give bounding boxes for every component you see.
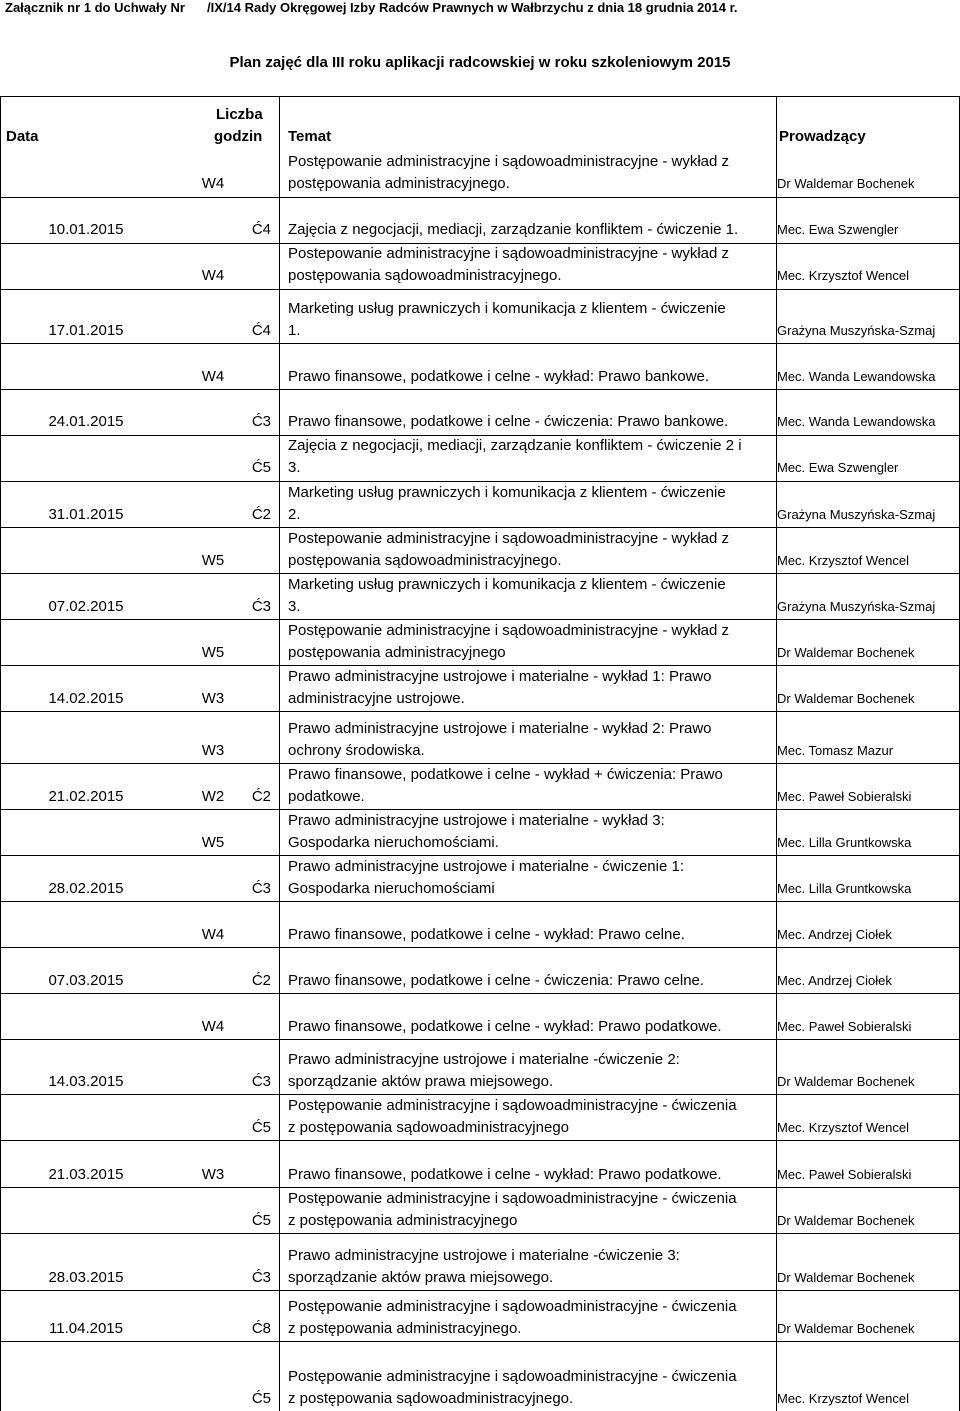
row-topic-line: Prawo finansowe, podatkowe i celne - wykład: Prawo podatkowe. (288, 1166, 722, 1183)
row-topic-line: z postępowania administracyjnego (288, 1212, 518, 1229)
row-divider (0, 343, 960, 344)
column-header-hours-line2: godzin (214, 128, 263, 145)
row-divider (0, 901, 960, 902)
row-topic-line: Postępowanie administracyjne i sądowoadministracyjne - wykład z (288, 622, 730, 639)
column-header-lecturer: Prowadzący (779, 128, 866, 145)
row-lecturer: Grażyna Muszyńska-Szmaj (777, 507, 936, 522)
row-lecturer: Mec. Lilla Gruntkowska (777, 881, 912, 896)
row-topic-line: Prawo finansowe, podatkowe i celne - ćwiczenia: Prawo celne. (288, 972, 705, 989)
row-divider (0, 947, 960, 948)
row-hours-lecture: W4 (201, 267, 225, 284)
row-divider (0, 289, 960, 290)
row-topic-line: Postępowanie administracyjne i sądowoadministracyjne - ćwiczenia (288, 1097, 737, 1114)
row-date: 31.01.2015 (48, 506, 124, 523)
row-topic-line: postępowania sądowoadministracyjnego. (288, 552, 562, 569)
row-topic-line: z postępowania administracyjnego. (288, 1320, 522, 1337)
row-lecturer: Dr Waldemar Bochenek (777, 691, 915, 706)
row-lecturer: Grażyna Muszyńska-Szmaj (777, 599, 936, 614)
column-header-date: Data (6, 128, 39, 145)
row-hours-exercise: Ć8 (251, 1320, 271, 1337)
row-topic-line: Prawo administracyjne ustrojowe i materialne - wykład 1: Prawo (288, 668, 712, 685)
row-topic-line: Postępowanie administracyjne i sądowoadministracyjne - ćwiczenia (288, 1190, 737, 1207)
row-topic-line: Gospodarka nieruchomościami. (288, 834, 499, 851)
row-topic-line: postępowania administracyjnego. (288, 175, 510, 192)
table-top-border (0, 96, 960, 97)
row-lecturer: Dr Waldemar Bochenek (777, 1321, 915, 1336)
row-lecturer: Dr Waldemar Bochenek (777, 1270, 915, 1285)
row-hours-exercise: Ć3 (251, 413, 271, 430)
row-topic-line: Postępowanie administracyjne i sądowoadministracyjne - ćwiczenia (288, 1298, 737, 1315)
row-hours-exercise: Ć3 (251, 1269, 271, 1286)
row-hours-lecture: W5 (201, 552, 225, 569)
row-date: 07.03.2015 (48, 972, 124, 989)
row-date: 21.03.2015 (48, 1166, 124, 1183)
row-date: 07.02.2015 (48, 598, 124, 615)
row-topic-line: Prawo finansowe, podatkowe i celne - wykład: Prawo celne. (288, 926, 685, 943)
row-divider (0, 1290, 960, 1291)
row-topic-line: postępowania administracyjnego (288, 644, 506, 661)
row-topic-line: postępowania sądowoadministracyjnego. (288, 267, 562, 284)
row-lecturer: Mec. Paweł Sobieralski (777, 789, 912, 804)
row-hours-lecture: W5 (201, 834, 225, 851)
row-hours-exercise: Ć5 (251, 1119, 271, 1136)
row-divider (0, 1140, 960, 1141)
row-topic-line: Prawo finansowe, podatkowe i celne - ćwiczenia: Prawo bankowe. (288, 413, 729, 430)
row-date: 28.02.2015 (48, 880, 124, 897)
row-lecturer: Dr Waldemar Bochenek (777, 176, 915, 191)
row-topic-line: administracyjne ustrojowe. (288, 690, 465, 707)
row-hours-lecture: W3 (201, 690, 225, 707)
column-header-hours-line1: Liczba (216, 106, 263, 123)
column-divider-topic (279, 96, 280, 1411)
row-lecturer: Mec. Paweł Sobieralski (777, 1167, 912, 1182)
row-topic-line: 1. (288, 322, 301, 339)
row-lecturer: Mec. Krzysztof Wencel (777, 268, 909, 283)
row-topic-line: Postępowanie administracyjne i sądowoadministracyjne - wykład z (288, 153, 730, 170)
row-lecturer: Mec. Ewa Szwengler (777, 222, 899, 237)
row-topic-line: Prawo finansowe, podatkowe i celne - wykład: Prawo bankowe. (288, 368, 710, 385)
row-topic-line: z postępowania sądowoadministracyjnego. (288, 1390, 574, 1407)
row-hours-lecture: W4 (201, 175, 225, 192)
row-hours-exercise: Ć4 (251, 322, 271, 339)
row-topic-line: Zajęcia z negocjacji, mediacji, zarządzanie konfliktem - ćwiczenie 2 i (288, 437, 742, 454)
row-lecturer: Mec. Paweł Sobieralski (777, 1019, 912, 1034)
row-topic-line: 3. (288, 459, 301, 476)
row-hours-lecture: W3 (201, 742, 225, 759)
row-hours-lecture: W4 (201, 926, 225, 943)
row-hours-exercise: Ć2 (251, 506, 271, 523)
row-topic-line: Prawo administracyjne ustrojowe i materialne - wykład 3: (288, 812, 665, 829)
row-topic-line: Prawo administracyjne ustrojowe i materialne - ćwiczenie 1: (288, 858, 684, 875)
row-hours-exercise: Ć4 (251, 221, 271, 238)
row-topic-line: Marketing usług prawniczych i komunikacja z klientem - ćwiczenie (288, 300, 726, 317)
row-topic-line: Marketing usług prawniczych i komunikacja z klientem - ćwiczenie (288, 576, 726, 593)
row-topic-line: Prawo administracyjne ustrojowe i materialne -ćwiczenie 2: (288, 1051, 680, 1068)
row-lecturer: Mec. Tomasz Mazur (777, 743, 894, 758)
row-lecturer: Mec. Krzysztof Wencel (777, 1391, 909, 1406)
row-hours-lecture: W3 (201, 1166, 225, 1183)
row-lecturer: Dr Waldemar Bochenek (777, 1074, 915, 1089)
row-hours-lecture: W2 (201, 788, 225, 805)
row-hours-exercise: Ć3 (251, 880, 271, 897)
row-divider (0, 389, 960, 390)
row-divider (0, 711, 960, 712)
row-topic-line: Prawo administracyjne ustrojowe i materialne - wykład 2: Prawo (288, 720, 712, 737)
row-topic-line: Prawo administracyjne ustrojowe i materialne -ćwiczenie 3: (288, 1247, 680, 1264)
row-topic-line: Postępowanie administracyjne i sądowoadministracyjne - ćwiczenia (288, 1368, 737, 1385)
row-topic-line: 3. (288, 598, 301, 615)
row-date: 14.02.2015 (48, 690, 124, 707)
row-date: 11.04.2015 (49, 1320, 123, 1337)
table-left-border (0, 96, 1, 1411)
row-hours-lecture: W4 (201, 368, 225, 385)
row-date: 10.01.2015 (48, 221, 124, 238)
row-lecturer: Dr Waldemar Bochenek (777, 645, 915, 660)
row-topic-line: Prawo finansowe, podatkowe i celne - wykład + ćwiczenia: Prawo (288, 766, 723, 783)
row-topic-line: Postepowanie administracyjne i sądowoadministracyjne - wykład z (288, 245, 730, 262)
row-divider (0, 1233, 960, 1234)
row-hours-exercise: Ć5 (251, 1212, 271, 1229)
row-lecturer: Mec. Krzysztof Wencel (777, 553, 909, 568)
row-hours-exercise: Ć3 (251, 598, 271, 615)
row-hours-exercise: Ć5 (251, 1390, 271, 1407)
row-divider (0, 197, 960, 198)
row-divider (0, 1039, 960, 1040)
row-topic-line: Postepowanie administracyjne i sądowoadministracyjne - wykład z (288, 530, 730, 547)
row-date: 17.01.2015 (48, 322, 124, 339)
row-hours-exercise: Ć5 (251, 459, 271, 476)
row-lecturer: Mec. Andrzej Ciołek (777, 927, 892, 942)
row-lecturer: Grażyna Muszyńska-Szmaj (777, 323, 936, 338)
row-topic-line: Gospodarka nieruchomościami (288, 880, 495, 897)
row-lecturer: Mec. Wanda Lewandowska (777, 414, 936, 429)
row-topic-line: ochrony środowiska. (288, 742, 425, 759)
row-date: 21.02.2015 (48, 788, 124, 805)
row-divider (0, 1341, 960, 1342)
column-header-topic: Temat (288, 128, 332, 145)
row-lecturer: Mec. Lilla Gruntkowska (777, 835, 912, 850)
row-date: 28.03.2015 (48, 1269, 124, 1286)
row-topic-line: Marketing usług prawniczych i komunikacja z klientem - ćwiczenie (288, 484, 726, 501)
row-topic-line: Zajęcia z negocjacji, mediacji, zarządzanie konfliktem - ćwiczenie 1. (288, 221, 739, 238)
header-resolution-label: /IX/14 Rady Okręgowej Izby Radców Prawnych w Wałbrzychu z dnia 18 grudnia 2014 r. (207, 0, 738, 15)
row-topic-line: z postępowania sądowoadministracyjnego (288, 1119, 570, 1136)
row-date: 24.01.2015 (48, 413, 124, 430)
row-divider (0, 993, 960, 994)
row-topic-line: Prawo finansowe, podatkowe i celne - wykład: Prawo podatkowe. (288, 1018, 722, 1035)
header-attachment-label: Załącznik nr 1 do Uchwały Nr (5, 0, 185, 15)
row-date: 14.03.2015 (48, 1073, 124, 1090)
row-lecturer: Mec. Ewa Szwengler (777, 460, 899, 475)
row-hours-lecture: W4 (201, 1018, 225, 1035)
row-lecturer: Mec. Andrzej Ciołek (777, 973, 892, 988)
row-lecturer: Mec. Krzysztof Wencel (777, 1120, 909, 1135)
row-topic-line: 2. (288, 506, 301, 523)
row-topic-line: sporządzanie aktów prawa miejsowego. (288, 1073, 554, 1090)
row-hours-exercise: Ć2 (251, 788, 271, 805)
row-lecturer: Dr Waldemar Bochenek (777, 1213, 915, 1228)
row-hours-exercise: Ć3 (251, 1073, 271, 1090)
row-topic-line: podatkowe. (288, 788, 365, 805)
row-lecturer: Mec. Wanda Lewandowska (777, 369, 936, 384)
row-hours-lecture: W5 (201, 644, 225, 661)
page-title: Plan zajęć dla III roku aplikacji radcowskiej w roku szkoleniowym 2015 (229, 54, 731, 71)
row-hours-exercise: Ć2 (251, 972, 271, 989)
row-topic-line: sporządzanie aktów prawa miejsowego. (288, 1269, 554, 1286)
